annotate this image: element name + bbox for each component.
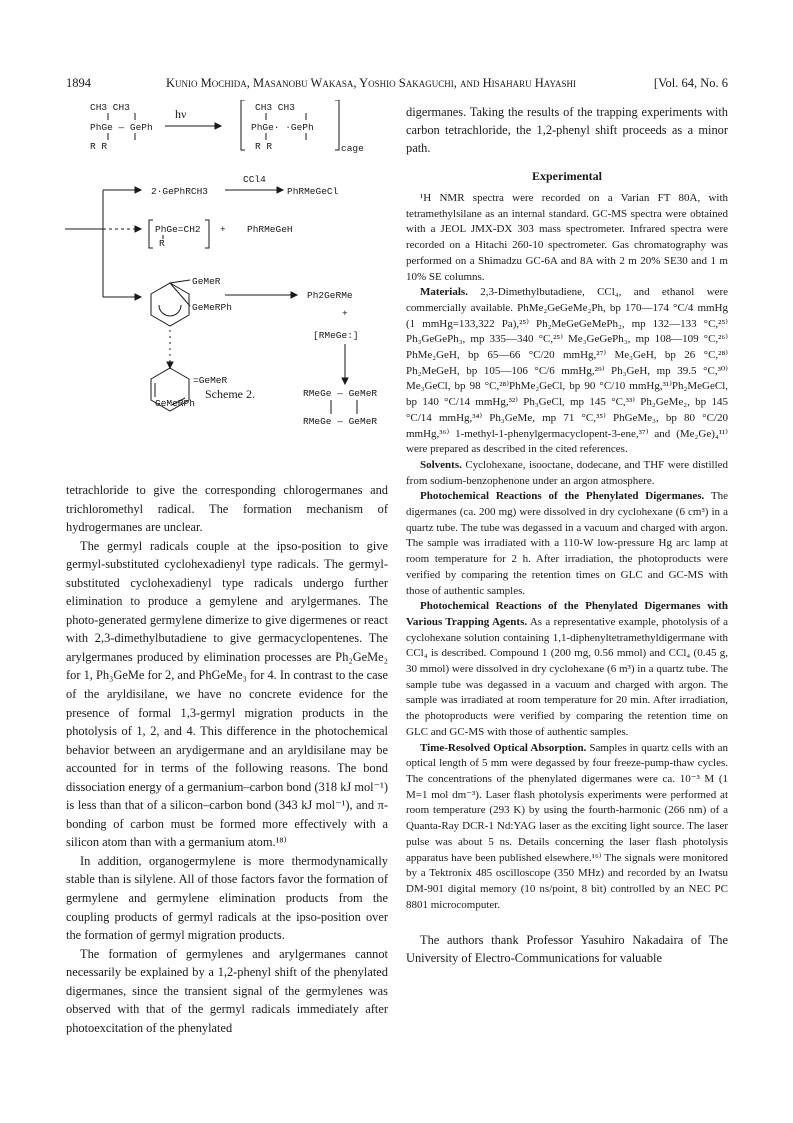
experimental-heading: Experimental (532, 169, 602, 184)
left-paragraph-1: tetrachloride to give the corresponding chlorogermanes and trichloromethyl radical. The formation mechanism of hydrogermanes are unclear. (66, 483, 388, 535)
branch-arrowhead-3 (135, 294, 141, 300)
germene-bracket-left (149, 220, 153, 248)
adduct-delocalization-arc (159, 305, 181, 316)
running-header (66, 76, 728, 94)
ccl4-arrowhead (277, 187, 283, 193)
scheme-diagram (55, 100, 385, 430)
cage-radical-pair: PhGe· ·GePh (251, 122, 314, 133)
cage-bracket-right (335, 100, 339, 150)
plus-sign: + (220, 224, 226, 235)
adduct-top-substituent: GeMeR (192, 276, 221, 287)
cage-label: cage (341, 143, 364, 154)
right-column (406, 103, 728, 968)
materials-paragraph (406, 285, 728, 458)
adduct-bottom-substituent: GeMeRPh (192, 302, 232, 313)
left-paragraph-2: The germyl radicals couple at the ipso-position to give germyl-substituted cyclohexadienyl type radicals. The germyl-substituted cyclohexadienyl type radicals undergo further elimination to produce a gemylene and arylgermanes. The photo-generated germylene dimerize to give digermenes or react with 2,3-dimethylbutadiene to give germacyclopentenes. The arylgermanes produced by elimination processes are Ph₂GeMe₂ for 1, Ph₃GeMe for 2, and PhGeMe₃ for 4. In contrast to the case of the aryldisilane, we have no concrete evidence for the presence of formal 1,3-germyl migration products in the photolysis of 1, 2, and 4. This difference in the photochemical behavior between an arydigermane and an aryldisilane may be accounted for in terms of the following reasons. The bond dissociation energy of a germanium–carbon bond (318 kJ mol⁻¹) is less than that of a silicon–carbon bond (343 kJ mol⁻¹), and π-bonding of carbon must be formed more effectively with a silicon atom than with a germanium atom.¹⁸⁾ (66, 538, 388, 850)
plus-sign-2: + (342, 308, 348, 319)
cage-methyls: CH3 CH3 (255, 102, 295, 113)
running-authors: Kunio Mochida, Masanobu Wakasa, Yoshio Sakaguchi, and Hisaharu Hayashi (166, 76, 576, 90)
dotted-arrowhead (167, 362, 173, 368)
adduct-bond-top (170, 280, 190, 283)
arylgermane-product: Ph2GeRMe (307, 290, 353, 301)
cage-substituents: R R (255, 141, 273, 152)
branch-arrowhead-2 (135, 226, 141, 232)
scheme-caption: Scheme 2. (205, 387, 255, 401)
materials-heading: Materials. (420, 286, 468, 299)
dimerization-arrowhead (342, 378, 348, 384)
acknowledgement-paragraph: The authors thank Professor Yasuhiro Nakadaira of The University of Electro-Communications for valuable (406, 933, 728, 966)
digermene-top: RMeGe — GeMeR (303, 388, 378, 399)
nmr-paragraph: ¹H NMR spectra were recorded on a Varian FT 80A, with tetramethylsilane as an internal standard. GC-MS spectra were obtained with a JEOL JMX-DX 303 mass spectrometer. Infrared spectra were recorded on a Hitachi 260-10 spectrometer. Gas chromatography was performed on a Shimadzu GC-6A and 8A with 2 m 20% SE30 and 1 m 10% SE columns. (406, 191, 728, 283)
hv-label: hν (175, 107, 187, 121)
germyl-radical: 2·GePhRCH3 (151, 186, 209, 197)
left-paragraph-3: In addition, organogermylene is more thermodynamically stable than is silylene. All of those factors favor the formation of germylene and germylene elimination products from the coupling products of germyl radicals at the ipso-position over the formation of germyl migration products. (66, 853, 388, 943)
germene-substituent: R (159, 238, 165, 249)
time-resolved-text: Samples in quartz cells with an optical length of 5 mm were degassed by four freeze-pump-thaw cycles. The concentrations of the phenylated digermanes were ca. 10⁻³ M (1 M=1 mol dm⁻³). Laser flash photolysis experiments were performed at room temperature (293 K) by using the fourth-harmonic (266 nm) of a Quanta-Ray DCR-1 Nd:YAG laser as the exciting light source. The laser pulse was about 5 ns. Details concerning the laser flash photolysis apparatus have been published elsewhere.¹⁶⁾ The signals were monitored by a Tektronix 485 oscilloscope (350 MHz) and recorded by an Iwatsu DM-901 digital memory (10 ns/point, 8 bit) controlled by an NEC PC 8801 microcomputer. (406, 741, 728, 911)
elimination-arrowhead (291, 292, 297, 298)
time-resolved-paragraph (406, 741, 728, 914)
volume-info: [Vol. 64, No. 6 (653, 76, 728, 90)
germene-bracket-right (205, 220, 209, 248)
photochem-paragraph (406, 489, 728, 599)
left-paragraph-4: The formation of germylenes and arylgermanes cannot necessarily be explained by a 1,2-phenyl shift of the phenylated digermanes, since the transient signal of the germylenes was observed with that of the germyl radicals immediately after photoexcitation of the phenylated (66, 946, 388, 1035)
reaction-scheme-2 (55, 100, 385, 430)
product-bottom-substituent: GeMeRPh (155, 398, 195, 409)
hydrogermane-product: PhRMeGeH (247, 224, 293, 235)
solvents-heading: Solvents. (420, 458, 462, 471)
solvents-text: Cyclohexane, isooctane, dodecane, and THF were distilled from sodium-benzophenone under an argon atmosphere. (406, 458, 729, 487)
page-number: 1894 (66, 76, 91, 90)
adduct-ring (151, 283, 189, 326)
photochem-text: The digermanes (ca. 200 mg) were dissolved in dry cyclohexane (6 cm³) in a quartz tube. The tube was degassed in a vacuum and charged with argon. The sample was irradiated with a 110-W low-pressure Hg arc lamp at room temperature for 2 h. After irradiation, the photoproducts were verified by comparing the retention times on GLC and GC-MS with those of authentic samples. (406, 490, 728, 597)
solvents-paragraph (406, 458, 728, 489)
reactant-methyls: CH3 CH3 (90, 102, 130, 113)
germene-intermediate: PhGe=CH2 (155, 224, 201, 235)
adduct-bond-bottom (170, 283, 190, 306)
branch-arrowhead-1 (135, 187, 141, 193)
time-resolved-heading: Time-Resolved Optical Absorption. (420, 741, 587, 754)
left-column (66, 481, 388, 1037)
reactant-digermane: PhGe — GePh (90, 122, 153, 133)
cage-bracket-left (241, 100, 245, 150)
materials-text: 2,3-Dimethylbutadiene, CCl₄, and ethanol were commercially available. PhMe₂GeGeMe₂Ph, bp 170—174 °C/4 mmHg (1 mmHg=133,322 Pa),²⁵⁾ Ph₂MeGeGeMePh₂, mp 132—133 °C,²⁵⁾ Ph₃GeGePh₃, mp 335—340 °C,²⁵⁾ Me₃GeGePh₃, mp 108—109 °C,²⁶⁾ PhMe₂GeH, bp 65—66 °C/20 mmHg,²⁷⁾ Me₃GeH, bp 26 °C,²⁸⁾ Ph₂MeGeH, bp 105—106 °C/6 mmHg,²⁹⁾ Ph₃GeH, mp 39.5 °C,³⁰⁾ Me₃GeCl, bp 98 °C,²⁸⁾PhMe₂GeCl, bp 90 °C/10 mmHg,³¹⁾Ph₂MeGeCl, bp 140 °C/14 mmHg,³²⁾ Ph₃GeCl, mp 145 °C,³³⁾ Ph₂GeMe₂, bp 145 °C/14 mmHg,³⁴⁾ Ph₃GeMe, mp 71 °C,³⁵⁾ PhGeMe₃, bp 80 °C/20 mmHg,³⁶⁾ 1-methyl-1-phenylgermacyclopent-3-ene,³⁷⁾ and (Me₂Ge)₄¹¹⁾ were prepared as described in the cited references. (406, 286, 729, 456)
photochem-heading: Photochemical Reactions of the Phenylated Digermanes. (420, 490, 705, 503)
germylene-intermediate: [RMeGe:] (313, 330, 359, 341)
ccl4-label: CCl4 (243, 174, 266, 185)
trapping-paragraph (406, 599, 728, 740)
reactant-substituents: R R (90, 141, 108, 152)
right-intro-paragraph: digermanes. Taking the results of the trapping experiments with carbon tetrachloride, the 1,2-phenyl shift proceeds as a minor path. (406, 105, 728, 156)
digermene-bottom: RMeGe — GeMeR (303, 416, 378, 427)
chlorogermane-product: PhRMeGeCl (287, 186, 339, 197)
trapping-text: As a representative example, photolysis of a cyclohexane solution containing 1,1-diphenyltetramethyldigermane with CCl₄ is described. Compound 1 (200 mg, 0.56 mmol) and CCl₄ (0.45 g, 30 mmol) were dissolved in dry cyclohexane (6 m³) in a quartz tube. The sample tube was degassed in a vacuum and charged with argon. The sample was irradiated at room temperature for 20 min. After irradiation, the photoproducts were verified by comparing the retention time on GLC and GC-MS with those of authentic samples. (406, 615, 728, 738)
trapping-heading: Photochemical Reactions of the Phenylated Digermanes with Various Trapping Agents. (406, 600, 728, 628)
product-top-substituent: =GeMeR (193, 375, 228, 386)
hv-arrowhead (215, 123, 221, 129)
